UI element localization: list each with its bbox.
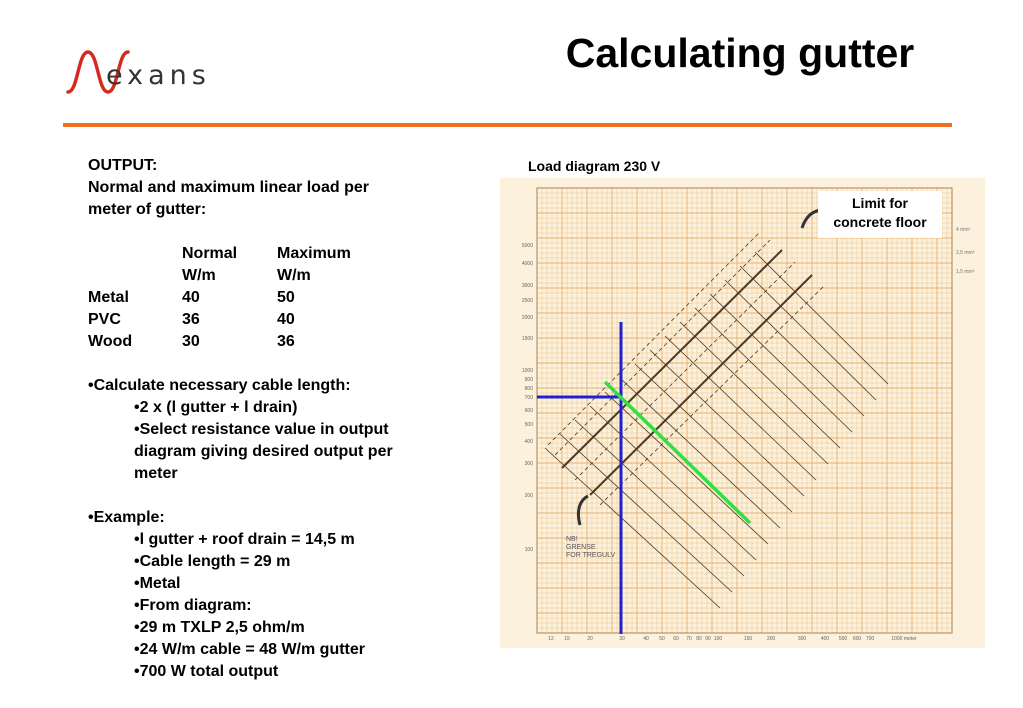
output-desc: Normal and maximum linear load per (88, 179, 369, 196)
y-tick-label: 900 (524, 377, 533, 383)
y-tick-label: 100 (524, 547, 533, 553)
diagram-title: Load diagram 230 V (528, 158, 661, 174)
table-unit: W/m (277, 267, 311, 284)
example-item: •Cable length = 29 m (134, 553, 291, 570)
x-tick-label: 90 (705, 636, 711, 642)
x-tick-label: 700 (865, 636, 875, 642)
y-tick-label: 500 (524, 422, 533, 428)
y-tick-label: 600 (524, 408, 533, 414)
cross-section-label: 2,5 mm² (956, 250, 975, 256)
x-tick-label: 80 (696, 636, 702, 642)
x-tick-label: 40 (643, 636, 649, 642)
y-tick-label: 800 (524, 386, 533, 392)
x-tick-label: 400 (820, 636, 830, 642)
example-item: •Metal (134, 575, 181, 592)
note-line: FOR TREGULV (566, 552, 616, 559)
x-tick-label: 70 (686, 636, 692, 642)
cross-section-label: 1,5 mm² (956, 269, 975, 275)
x-tick-label: 60 (673, 636, 679, 642)
note-line: GRENSE (566, 544, 596, 551)
table-cell: 36 (182, 311, 200, 328)
y-tick-label: 300 (524, 461, 533, 467)
example-item: •24 W/m cable = 48 W/m gutter (134, 641, 365, 658)
calc-item: meter (134, 465, 178, 482)
table-cell: 40 (277, 311, 295, 328)
x-tick-label: 100 (713, 636, 723, 642)
y-tick-label: 1000 (521, 368, 533, 374)
y-tick-label: 1500 (521, 336, 533, 342)
y-tick-label: 700 (524, 395, 533, 401)
table-unit: W/m (182, 267, 216, 284)
cross-section-label: 4 mm² (956, 227, 971, 233)
limit-label-line: concrete floor (833, 214, 927, 230)
x-tick-label: 200 (766, 636, 776, 642)
table-cell: 30 (182, 333, 200, 350)
example-item: •From diagram: (134, 597, 252, 614)
example-item: •29 m TXLP 2,5 ohm/m (134, 619, 305, 636)
y-tick-label: 4000 (521, 261, 533, 267)
note-line: NB! (566, 536, 578, 543)
table-cell: 50 (277, 289, 295, 306)
output-desc: meter of gutter: (88, 201, 207, 218)
table-row-label: Metal (88, 289, 129, 306)
example-item: •700 W total output (134, 663, 279, 680)
example-heading: •Example: (88, 509, 165, 526)
y-tick-label: 3000 (521, 283, 533, 289)
table-header-normal: Normal (182, 245, 238, 262)
x-tick-label: 300 (797, 636, 807, 642)
page-title: Calculating gutter (565, 30, 915, 76)
calc-item: •2 x (l gutter + l drain) (134, 399, 298, 416)
limit-label-line: Limit for (852, 195, 908, 211)
y-tick-label: 2000 (521, 315, 533, 321)
table-cell: 36 (277, 333, 295, 350)
x-tick-label: 50 (659, 636, 665, 642)
calc-item: diagram giving desired output per (134, 443, 393, 460)
x-tick-label: 150 (743, 636, 753, 642)
example-item: •l gutter + roof drain = 14,5 m (134, 531, 355, 548)
x-tick-label: 15 (564, 636, 570, 642)
table-row-label: PVC (88, 311, 121, 328)
x-tick-label: 12 (548, 636, 554, 642)
y-tick-label: 400 (524, 439, 533, 445)
y-tick-label: 2500 (521, 298, 533, 304)
x-tick-label: 30 (619, 636, 625, 642)
y-tick-label: 200 (524, 493, 533, 499)
x-tick-label: 1000 meter (891, 636, 917, 642)
y-tick-label: 5000 (521, 243, 533, 249)
table-row-label: Wood (88, 333, 133, 350)
x-tick-label: 600 (852, 636, 862, 642)
table-cell: 40 (182, 289, 200, 306)
table-header-maximum: Maximum (277, 245, 351, 262)
x-tick-label: 500 (838, 636, 848, 642)
nexans-logo-text: exans (106, 60, 211, 91)
x-tick-label: 20 (587, 636, 593, 642)
calc-heading: •Calculate necessary cable length: (88, 377, 351, 394)
output-heading: OUTPUT: (88, 157, 158, 174)
calc-item: •Select resistance value in output (134, 421, 389, 438)
limit-label (818, 191, 942, 238)
